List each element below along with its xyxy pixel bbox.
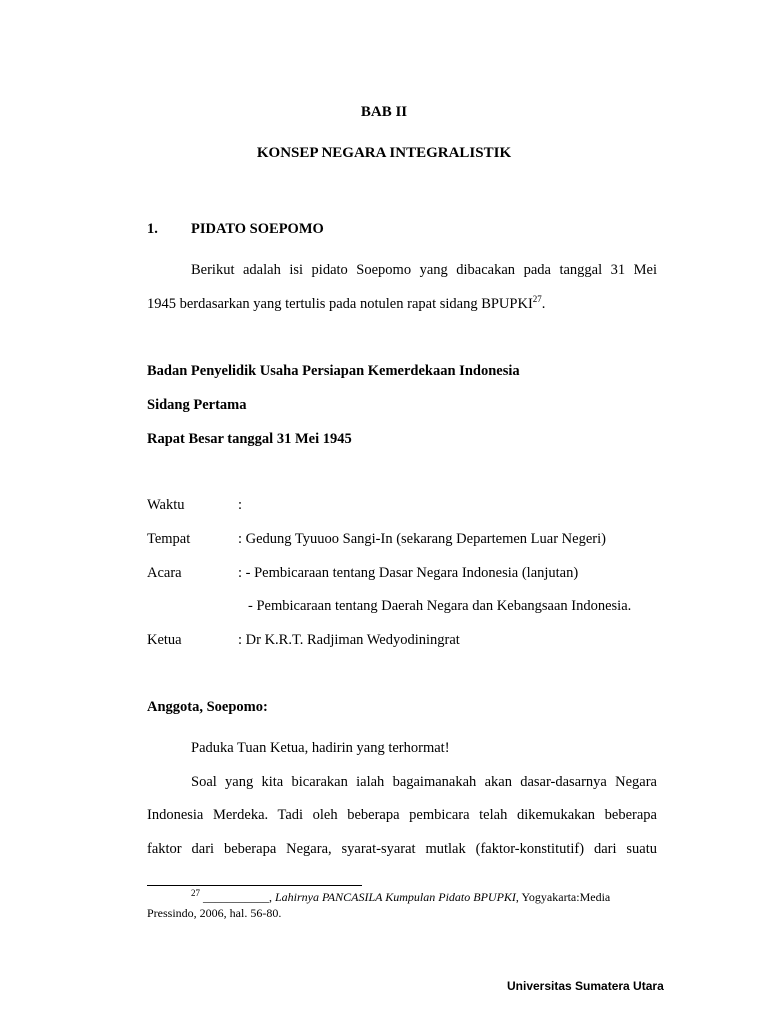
footnote-line-1: [191, 890, 610, 905]
footnote-book-title: Lahirnya PANCASILA Kumpulan Pidato BPUPKI: [275, 890, 516, 904]
footnote-line-2: Pressindo, 2006, hal. 56-80.: [147, 906, 282, 920]
ketua-label: Ketua: [147, 632, 182, 648]
greeting: Paduka Tuan Ketua, hadirin yang terhormat!: [191, 740, 450, 756]
speaker-heading: Anggota, Soepomo:: [147, 699, 268, 715]
footnote-ref[interactable]: 27: [532, 294, 542, 305]
intro-line-2-end: .: [541, 296, 546, 312]
chapter-number: BAB II: [360, 104, 408, 120]
intro-line-1: Berikut adalah isi pidato Soepomo yang dibacakan pada tanggal 31 Mei: [191, 262, 657, 278]
tempat-value: : Gedung Tyuuoo Sangi-In (sekarang Departemen Luar Negeri): [238, 531, 606, 547]
footnote-rule: [147, 885, 362, 886]
acara-value-1: : - Pembicaraan tentang Dasar Negara Indonesia (lanjutan): [238, 565, 579, 581]
footnote-number: 27: [191, 888, 200, 898]
footnote-blank: ___________: [203, 890, 269, 904]
waktu-value: :: [238, 497, 243, 513]
footnote-rest: , Yogyakarta:Media: [515, 890, 611, 904]
speech-line-2: Indonesia Merdeka. Tadi oleh beberapa pembicara telah dikemukakan beberapa: [147, 807, 657, 823]
speech-line-1: Soal yang kita bicarakan ialah bagaimanakah akan dasar-dasarnya Negara: [191, 774, 657, 790]
footnote-sep: ,: [269, 890, 275, 904]
section-number: 1.: [147, 221, 158, 237]
acara-label: Acara: [147, 565, 182, 581]
meeting-date: Rapat Besar tanggal 31 Mei 1945: [147, 431, 352, 447]
chapter-title: KONSEP NEGARA INTEGRALISTIK: [256, 145, 512, 161]
intro-line-2: [147, 296, 545, 313]
footer-institution: Universitas Sumatera Utara: [507, 979, 664, 993]
waktu-label: Waktu: [147, 497, 185, 513]
meeting-body: Badan Penyelidik Usaha Persiapan Kemerdekaan Indonesia: [147, 363, 520, 379]
meeting-session: Sidang Pertama: [147, 397, 247, 413]
acara-value-2: - Pembicaraan tentang Daerah Negara dan Kebangsaan Indonesia.: [248, 598, 632, 614]
section-title: PIDATO SOEPOMO: [191, 221, 324, 237]
ketua-value: : Dr K.R.T. Radjiman Wedyodiningrat: [238, 632, 460, 648]
tempat-label: Tempat: [147, 531, 191, 547]
speech-line-3: faktor dari beberapa Negara, syarat-syarat mutlak (faktor-konstitutif) dari suatu: [147, 841, 657, 857]
intro-line-2-text: 1945 berdasarkan yang tertulis pada notulen rapat sidang BPUPKI: [147, 296, 533, 312]
